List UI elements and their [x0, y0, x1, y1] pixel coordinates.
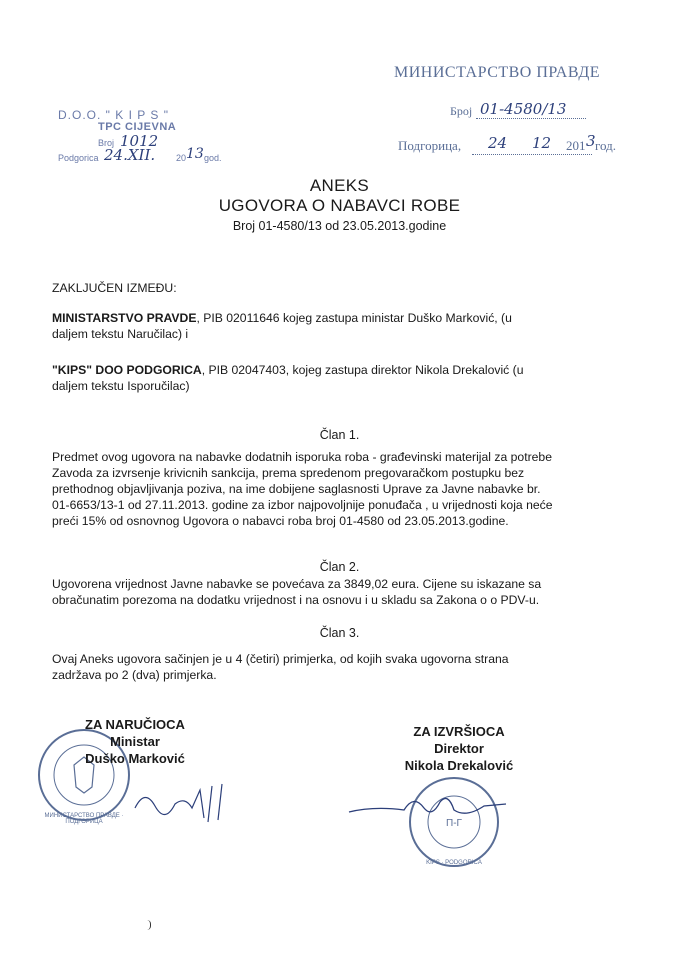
ministry-date-year: 201: [566, 138, 586, 153]
clan3-line1: Ovaj Aneks ugovora sačinjen je u 4 (četiri) primjerka, od kojih svaka ugovorna strana: [52, 652, 509, 666]
party2-line1: [52, 362, 632, 378]
ministry-broj-line: [476, 118, 586, 119]
ministry-date-line: [472, 154, 592, 155]
ministry-god-label: год.: [595, 138, 616, 153]
kips-date-hand: 24.XII.: [104, 146, 156, 164]
kips-god-label: god.: [204, 153, 222, 163]
kips-place-label: Podgorica: [58, 153, 99, 163]
bottom-mark: [146, 920, 151, 930]
clan2-heading: Član 2.: [319, 560, 360, 574]
party2: [52, 362, 632, 394]
clan1-line3: prethodnog objavljivanja poziva, na ime dobijene saglasnosti Uprave za Javne nabavke br.: [52, 482, 541, 496]
left-seal-text: МИНИСТАРСТВО ПРАВДЕ · ПОДГОРИЦА: [44, 813, 124, 825]
right-signature-block: [384, 723, 534, 774]
clan3-line2: zadržava po 2 (dva) primjerka.: [52, 668, 217, 682]
party1-line1: [52, 310, 632, 326]
right-sig-role: Direktor: [434, 741, 484, 756]
kips-year-hand: 13: [186, 146, 204, 162]
right-seal-text: KIPS · PODGORICA: [426, 860, 482, 866]
ministry-broj-value: 01-4580/13: [480, 100, 567, 118]
doc-title-2: UGOVORA O NABAVCI ROBE: [218, 196, 461, 215]
svg-text:Π-Γ: Π-Γ: [445, 818, 463, 829]
left-sig-heading: ZA NARUČIOCA: [85, 717, 185, 732]
clan3-heading: Član 3.: [319, 626, 360, 640]
kips-broj-hand: 1012: [120, 132, 159, 150]
kips-broj-label: Broj: [98, 138, 115, 148]
clan1-heading: Član 1.: [319, 428, 360, 442]
ministry-stamp: [380, 62, 660, 162]
doc-subtitle: Broj 01-4580/13 od 23.05.2013.godine: [232, 219, 447, 233]
clan2-line2: obračunatim porezoma na dodatku vrijednost i na osnovu i u skladu sa Zakona o o PDV-u.: [52, 593, 540, 607]
party1-rest: , PIB 02011646 kojeg zastupa ministar Duško Marković, (u: [196, 311, 512, 325]
ministry-date-month: 12: [532, 134, 552, 152]
kips-year-prefix: 20: [176, 153, 187, 163]
party2-rest: , PIB 02047403, kojeg zastupa direktor Nikola Drekalović (u: [201, 363, 524, 377]
clan1-line1: Predmet ovog ugovora na nabavke dodatnih isporuka roba - građevinski materijal za potrebe: [52, 450, 552, 464]
doc-title: ANEKS: [309, 176, 370, 195]
ministry-god-hand: 3: [586, 132, 596, 150]
left-sig-name: Duško Marković: [85, 751, 185, 766]
kips-stamp-line2: TPC CIJEVNA: [98, 121, 177, 133]
right-sig-heading: ZA IZVRŠIOCA: [413, 724, 505, 739]
ministry-date-day: 24: [488, 134, 508, 152]
kips-stamp-line1: D.O.O. " K I P S ": [58, 108, 169, 122]
ministry-place-label: Подгорица,: [398, 138, 462, 153]
left-handwritten-signature: [130, 778, 240, 828]
clan2-body: [52, 576, 632, 608]
concluded-heading: ZAKLJUČEN IZMEĐU:: [52, 281, 177, 295]
left-sig-role: Ministar: [110, 734, 160, 749]
right-handwritten-signature: [344, 788, 514, 828]
clan1-line2: Zavoda za izvrsenje krivicnih sankcija, prema spredenom pregovaračkom postupku bez: [52, 466, 525, 480]
party1: [52, 310, 632, 342]
left-signature-block: [60, 716, 210, 767]
party1-line2: daljem tekstu Naručilac) i: [52, 327, 189, 341]
party1-name: MINISTARSTVO PRAVDE: [52, 311, 197, 325]
clan2-line1: Ugovorena vrijednost Javne nabavke se povećava za 3849,02 eura. Cijene su iskazane sa: [52, 577, 542, 591]
ministry-stamp-title: МИНИСТАРСТВО ПРАВДЕ: [394, 64, 601, 81]
clan1-line4: 01-6653/13-1 od 27.11.2013. godine za izbor najpovoljnije ponuđača , u vrijednosti koja neće: [52, 498, 553, 512]
ministry-broj-label: Број: [450, 104, 473, 118]
clan3-body: [52, 651, 632, 683]
kips-stamp: [58, 108, 258, 178]
clan1-body: [52, 449, 632, 529]
clan1-line5: preći 15% od osnovnog Ugovora o nabavci roba broj 01-4580 od 23.05.2013.godine.: [52, 514, 509, 528]
party2-line2: daljem tekstu Isporučilac): [52, 379, 190, 393]
right-sig-name: Nikola Drekalović: [404, 758, 514, 773]
party2-name: "KIPS" DOO PODGORICA: [52, 363, 202, 377]
